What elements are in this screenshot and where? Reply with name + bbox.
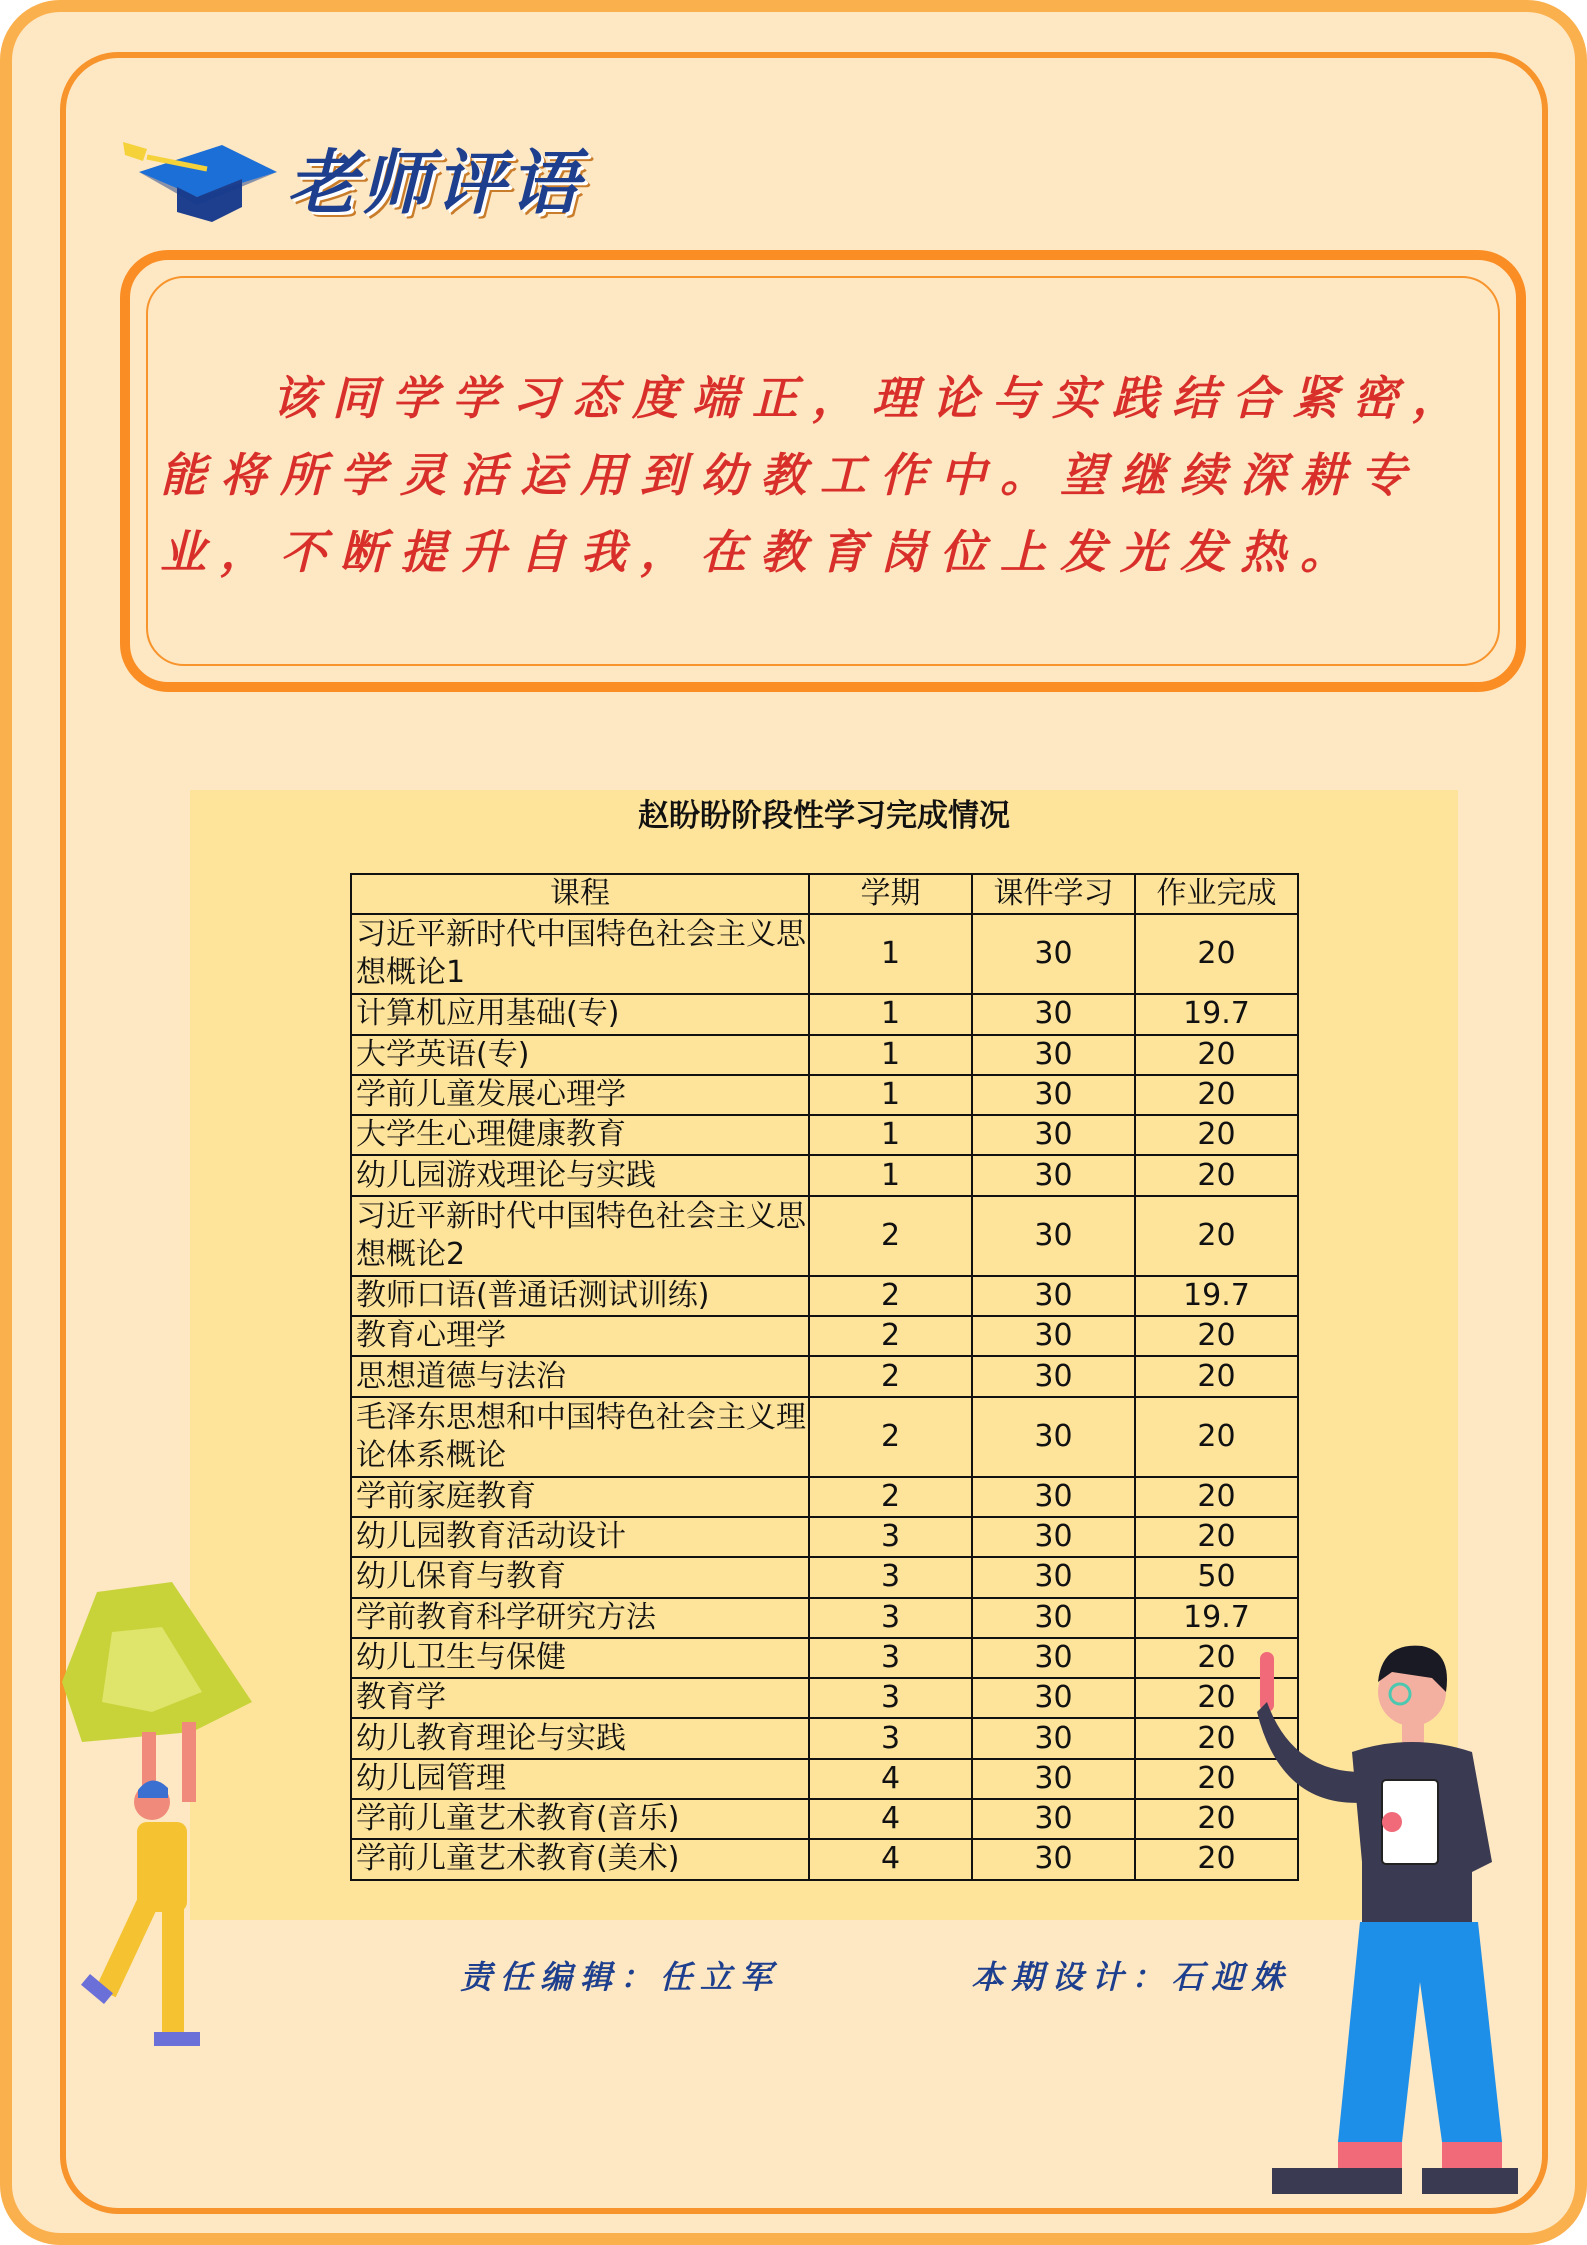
table-row	[351, 1477, 1298, 1517]
cell-term: 1	[809, 1035, 972, 1075]
cell-study: 30	[972, 1759, 1135, 1799]
cell-study: 30	[972, 1598, 1135, 1638]
cell-study: 30	[972, 914, 1135, 994]
cell-homework: 19.7	[1135, 1276, 1298, 1316]
cell-term: 3	[809, 1517, 972, 1557]
cell-term: 2	[809, 1397, 972, 1477]
cell-term: 2	[809, 1477, 972, 1517]
cell-term: 4	[809, 1759, 972, 1799]
cell-study: 30	[972, 1115, 1135, 1155]
cell-term: 1	[809, 1115, 972, 1155]
cell-course: 幼儿园管理	[351, 1759, 809, 1799]
cell-term: 3	[809, 1638, 972, 1678]
cell-homework: 20	[1135, 1316, 1298, 1356]
table-row	[351, 1316, 1298, 1356]
table-row	[351, 1839, 1298, 1879]
table-row	[351, 914, 1298, 994]
table-row	[351, 1718, 1298, 1758]
cell-homework: 20	[1135, 1759, 1298, 1799]
table-row	[351, 1196, 1298, 1276]
editor-credit: 责任编辑：任立军	[460, 1958, 781, 1996]
cell-course: 学前儿童艺术教育(美术)	[351, 1839, 809, 1879]
column-header-term: 学期	[809, 874, 972, 914]
cell-homework: 20	[1135, 1839, 1298, 1879]
cell-term: 4	[809, 1799, 972, 1839]
cell-term: 1	[809, 914, 972, 994]
table-row	[351, 1075, 1298, 1115]
cell-homework: 20	[1135, 1799, 1298, 1839]
designer-credit: 本期设计：石迎姝	[971, 1958, 1292, 1996]
table-row	[351, 1678, 1298, 1718]
cell-study: 30	[972, 1075, 1135, 1115]
cell-study: 30	[972, 1316, 1135, 1356]
cell-term: 3	[809, 1718, 972, 1758]
table-header-row	[351, 874, 1298, 914]
table-row	[351, 1759, 1298, 1799]
cell-homework: 20	[1135, 1115, 1298, 1155]
cell-term: 3	[809, 1678, 972, 1718]
cell-course: 学前家庭教育	[351, 1477, 809, 1517]
column-header-course: 课程	[351, 874, 809, 914]
cell-course: 学前儿童艺术教育(音乐)	[351, 1799, 809, 1839]
cell-homework: 19.7	[1135, 1598, 1298, 1638]
cell-course: 学前儿童发展心理学	[351, 1075, 809, 1115]
column-header-homework: 作业完成	[1135, 874, 1298, 914]
cell-term: 1	[809, 1075, 972, 1115]
cell-study: 30	[972, 994, 1135, 1034]
cell-course: 大学生心理健康教育	[351, 1115, 809, 1155]
cell-homework: 20	[1135, 1075, 1298, 1115]
column-header-study: 课件学习	[972, 874, 1135, 914]
table-row	[351, 1035, 1298, 1075]
cell-course: 教育学	[351, 1678, 809, 1718]
cell-study: 30	[972, 1638, 1135, 1678]
cell-homework: 20	[1135, 1397, 1298, 1477]
cell-course: 习近平新时代中国特色社会主义思想概论1	[351, 914, 809, 994]
cell-homework: 20	[1135, 1517, 1298, 1557]
cell-study: 30	[972, 1356, 1135, 1396]
cell-course: 幼儿卫生与保健	[351, 1638, 809, 1678]
cell-course: 幼儿园游戏理论与实践	[351, 1155, 809, 1195]
cell-homework: 20	[1135, 1356, 1298, 1396]
cell-course: 毛泽东思想和中国特色社会主义理论体系概论	[351, 1397, 809, 1477]
cell-course: 习近平新时代中国特色社会主义思想概论2	[351, 1196, 809, 1276]
cell-study: 30	[972, 1839, 1135, 1879]
cell-term: 1	[809, 994, 972, 1034]
cell-course: 教育心理学	[351, 1316, 809, 1356]
cell-term: 2	[809, 1356, 972, 1396]
cell-term: 2	[809, 1316, 972, 1356]
cell-homework: 20	[1135, 1718, 1298, 1758]
table-row	[351, 1155, 1298, 1195]
cell-course: 学前教育科学研究方法	[351, 1598, 809, 1638]
grades-table	[350, 873, 1299, 1881]
cell-course: 教师口语(普通话测试训练)	[351, 1276, 809, 1316]
cell-study: 30	[972, 1799, 1135, 1839]
cell-term: 3	[809, 1557, 972, 1597]
cell-course: 思想道德与法治	[351, 1356, 809, 1396]
credits	[460, 1952, 1291, 1998]
cell-homework: 20	[1135, 1035, 1298, 1075]
table-row	[351, 994, 1298, 1034]
cell-term: 2	[809, 1276, 972, 1316]
table-row	[351, 1598, 1298, 1638]
cell-homework: 20	[1135, 1477, 1298, 1517]
cell-course: 计算机应用基础(专)	[351, 994, 809, 1034]
cell-homework: 20	[1135, 1638, 1298, 1678]
cell-homework: 20	[1135, 1155, 1298, 1195]
teacher-pointing-illustration	[1252, 1622, 1522, 2212]
cell-term: 4	[809, 1839, 972, 1879]
page-title: 老师评语	[287, 141, 583, 224]
cell-term: 2	[809, 1196, 972, 1276]
table-title: 赵盼盼阶段性学习完成情况	[638, 798, 1010, 834]
cell-course: 幼儿教育理论与实践	[351, 1718, 809, 1758]
table-row	[351, 1557, 1298, 1597]
graduation-cap-icon	[117, 117, 287, 227]
table-row	[351, 1638, 1298, 1678]
cell-homework: 20	[1135, 1678, 1298, 1718]
cell-study: 30	[972, 1196, 1135, 1276]
cell-homework: 20	[1135, 1196, 1298, 1276]
cell-study: 30	[972, 1517, 1135, 1557]
cell-study: 30	[972, 1678, 1135, 1718]
table-row	[351, 1799, 1298, 1839]
cell-course: 大学英语(专)	[351, 1035, 809, 1075]
table-row	[351, 1276, 1298, 1316]
cell-study: 30	[972, 1276, 1135, 1316]
cell-study: 30	[972, 1557, 1135, 1597]
cell-study: 30	[972, 1718, 1135, 1758]
cell-term: 3	[809, 1598, 972, 1638]
cell-study: 30	[972, 1035, 1135, 1075]
cell-homework: 50	[1135, 1557, 1298, 1597]
cell-study: 30	[972, 1477, 1135, 1517]
cell-study: 30	[972, 1155, 1135, 1195]
header	[117, 117, 817, 227]
teacher-comment: 该同学学习态度端正，理论与实践结合紧密，能将所学灵活运用到幼教工作中。望继续深耕专业，不断提升自我，在教育岗位上发光发热。	[160, 371, 1472, 579]
cell-homework: 20	[1135, 914, 1298, 994]
table-row	[351, 1356, 1298, 1396]
cell-term: 1	[809, 1155, 972, 1195]
cell-course: 幼儿园教育活动设计	[351, 1517, 809, 1557]
table-row	[351, 1397, 1298, 1477]
cell-study: 30	[972, 1397, 1135, 1477]
cell-homework: 19.7	[1135, 994, 1298, 1034]
table-body	[351, 914, 1298, 1879]
table-row	[351, 1115, 1298, 1155]
table-row	[351, 1517, 1298, 1557]
person-holding-shape-illustration	[42, 1572, 262, 2112]
cell-course: 幼儿保育与教育	[351, 1557, 809, 1597]
